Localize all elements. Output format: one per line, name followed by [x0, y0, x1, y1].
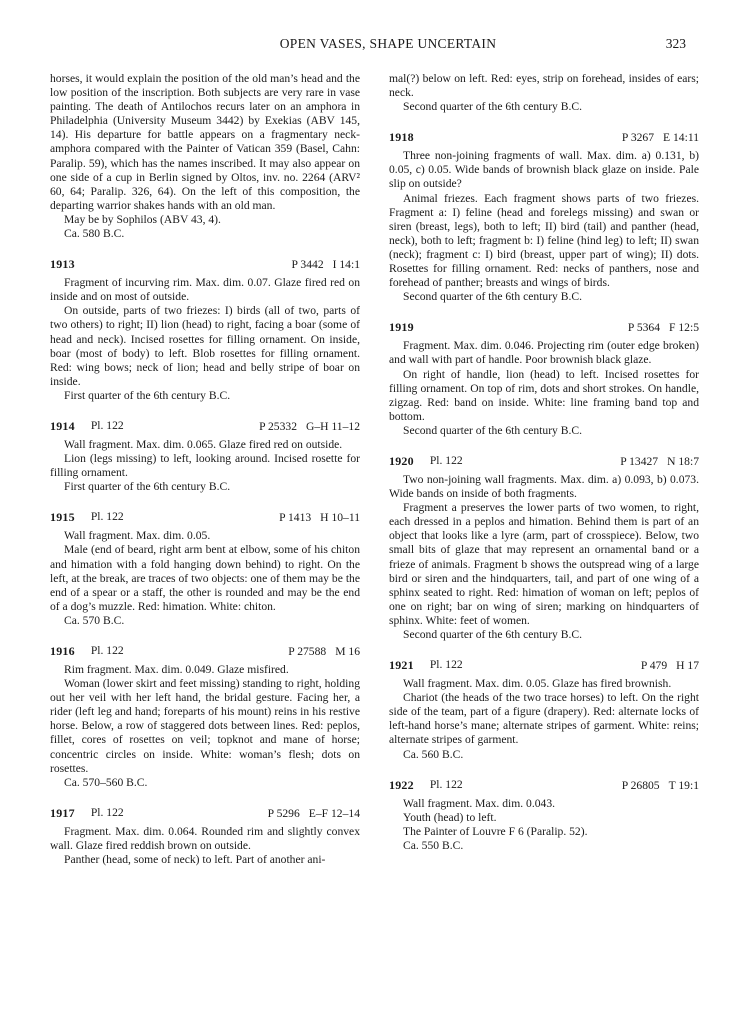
entry-number: 1917 — [50, 805, 75, 820]
decoration: Youth (head) to left. — [403, 810, 497, 824]
plate-reference: Pl. 122 — [429, 658, 463, 672]
description: Fragment. Max. dim. 0.046. Projecting rim (outer edge broken) and wall with part of handle. Poor brownish black glaze. — [389, 339, 699, 367]
catalogue-entry-1916 — [50, 644, 360, 790]
running-title: OPEN VASES, SHAPE UNCERTAIN — [279, 36, 497, 51]
grid-reference: E 14:11 — [663, 131, 699, 145]
catalogue-entry-1922 — [389, 778, 699, 853]
description: Two non-joining wall fragments. Max. dim. a) 0.093, b) 0.073. Wide bands on inside of both fragments. — [389, 472, 699, 501]
decoration: Fragment a preserves the lower parts of two women, to right, each dressed in a peplos and himation. Behind them is part of an object that looks like a lyre (arm, part of crosspiece). Below, two small bits of glaze that may represent an ornamental band or a frieze of animals. Fragment b shows the outspread wing of a large bird or siren and the hindquarters, tail, and part of one wing of a sphinx seated to right. Red: himation of woman on left; peplos of one on right; bar on wing of siren; marking on hindquarters of sphinx. White: feet of women. — [389, 501, 699, 627]
decoration: Animal friezes. Each fragment shows parts of two friezes. Fragment a: I) feline (head and forelegs missing) and swan or siren (breast, legs), both to left; II) bird (tail) and panther (head, neck), both to left; fragment b: I) feline (hind leg) to left; II) swan (neck); fragment c: I) bird (breast, upper part of wing); II) dots. Rosettes for filling ornament. Red: necks of panthers, nose and forehead of panther; breasts and wings of birds. — [389, 191, 699, 290]
attribution: The Painter of Louvre F 6 (Paralip. 52). — [403, 824, 588, 838]
entry-heading — [50, 419, 360, 434]
inventory-number: P 5296 — [267, 806, 300, 820]
entry-heading — [389, 658, 699, 673]
description: Wall fragment. Max. dim. 0.043. — [403, 796, 556, 810]
entry-heading — [389, 130, 699, 145]
carryover-paragraph: horses, it would explain the position of the old man’s head and the low position of the inscription. Both subjects are very rare in vase painting. The death of Antilochos recurs later on an amphora in Philadelphia (University Museum 3442) by Exekias (ABV 145, 14). His departure for battle appears on a fragmentary neck-amphora compared with the Painter of Vatican 359 (Basel, Cahn: Paralip. 59), which has the names inscribed. It may also appear on one side of a cup in Berlin signed by Oltos, inv. no. 2264 (ARV² 60, 64; Paralip. 326, 64). On the left of this composition, the departing warrior shakes hands with an old man. — [50, 72, 360, 212]
decoration: On right of handle, lion (head) to left. Incised rosettes for filling ornament. On top of rim, dots and short strokes. On handle, zigzag. Red: band on inside. White: line framing band top and bottom. — [389, 367, 699, 423]
plate-reference: Pl. 122 — [429, 777, 463, 791]
grid-reference: H 17 — [676, 659, 699, 673]
date: Ca. 580 B.C. — [64, 227, 125, 241]
date: First quarter of the 6th century B.C. — [64, 480, 231, 494]
inventory-number: P 3442 — [291, 258, 324, 272]
date: Second quarter of the 6th century B.C. — [403, 100, 583, 114]
catalogue-entry-1919 — [389, 320, 699, 438]
decoration: Chariot (the heads of the two trace horses) to left. On the right side of the team, part of a figure (drapery). Red: alternate locks of left-hand horse’s mane; alternate stripes of garment. White: reins; alternate stripes of garment. — [389, 691, 699, 747]
grid-reference: G–H 11–12 — [306, 419, 360, 433]
entry-number: 1921 — [389, 658, 414, 673]
entry-heading — [50, 644, 360, 659]
plate-reference: Pl. 122 — [429, 453, 463, 467]
decoration: Male (end of beard, right arm bent at elbow, some of his chiton and himation with a fold hanging down behind) to right. On the left, at the break, are traces of two objects: one of them may be the end of a spear or a staff, the other is rounded and may be the end of a dog’s muzzle. Red: himation. White: chiton. — [50, 543, 360, 613]
grid-reference: M 16 — [335, 645, 360, 658]
entry-number: 1916 — [50, 644, 75, 658]
grid-reference: I 14:1 — [332, 258, 360, 272]
decoration: On outside, parts of two friezes: I) birds (all of two, parts of two others) to right; II) lion (head) to right, facing a boar (some of head and neck). Incised rosettes for filling ornament. On inside, boar (most of body) to left. Blob rosettes for filling ornament. Red: wing bows; neck of lion; head and belly stripe of boar on inside. — [50, 304, 360, 388]
grid-reference: T 19:1 — [668, 778, 699, 792]
decoration: Panther (head, some of neck) to left. Part of another ani- — [64, 853, 326, 867]
plate-reference: Pl. 122 — [90, 644, 124, 657]
catalogue-entry-1917 — [50, 806, 360, 867]
right-column — [389, 72, 699, 853]
inventory-number: P 3267 — [621, 131, 655, 145]
grid-reference: E–F 12–14 — [308, 806, 360, 820]
entry-number: 1922 — [389, 777, 414, 792]
running-header — [48, 36, 686, 58]
date: Ca. 550 B.C. — [403, 838, 464, 852]
description: Wall fragment. Max. dim. 0.065. Glaze fired red on outside. — [64, 437, 343, 451]
date: Ca. 560 B.C. — [403, 747, 464, 761]
entry-heading — [50, 510, 360, 525]
entry-number: 1918 — [389, 130, 414, 145]
catalogue-entry-1914 — [50, 419, 360, 494]
entry-heading — [389, 320, 699, 335]
date: Second quarter of the 6th century B.C. — [403, 423, 583, 437]
description: Wall fragment. Max. dim. 0.05. Glaze has fired brownish. — [403, 677, 672, 691]
entry-number: 1914 — [50, 418, 75, 433]
entry-heading — [389, 454, 699, 469]
description: Fragment of incurving rim. Max. dim. 0.07. Glaze fired red on inside and on most of outside. — [50, 276, 360, 304]
entry-number: 1915 — [50, 510, 75, 525]
left-column — [50, 72, 360, 867]
date: First quarter of the 6th century B.C. — [64, 388, 231, 402]
catalogue-entry-1920 — [389, 454, 699, 642]
entry-heading — [50, 806, 360, 821]
inventory-number: P 26805 — [621, 778, 660, 792]
catalogue-entry-1913 — [50, 257, 360, 403]
date: Ca. 570–560 B.C. — [64, 775, 148, 789]
grid-reference: F 12:5 — [669, 321, 699, 335]
inventory-number: P 27588 — [288, 645, 327, 658]
grid-reference: N 18:7 — [667, 454, 699, 468]
entry-heading — [50, 257, 360, 272]
inventory-number: P 13427 — [620, 454, 659, 468]
date: Second quarter of the 6th century B.C. — [403, 628, 583, 641]
date: Second quarter of the 6th century B.C. — [403, 290, 583, 304]
date: Ca. 570 B.C. — [64, 613, 125, 627]
carryover-paragraph: mal(?) below on left. Red: eyes, strip on forehead, insides of ears; neck. — [389, 72, 699, 100]
plate-reference: Pl. 122 — [90, 510, 124, 524]
page-number: 323 — [665, 36, 686, 51]
entry-number: 1920 — [389, 453, 414, 468]
entry-number: 1919 — [389, 320, 414, 335]
decoration: Lion (legs missing) to left, looking around. Incised rosette for filling ornament. — [50, 452, 360, 480]
description: Fragment. Max. dim. 0.064. Rounded rim and slightly convex wall. Glaze fired reddish brown on outside. — [50, 824, 360, 852]
entry-heading — [389, 778, 699, 793]
description: Three non-joining fragments of wall. Max. dim. a) 0.131, b) 0.05, c) 0.05. Wide bands of brownish black glaze on inside. Pale slip on outside? — [389, 149, 699, 191]
entry-number: 1913 — [50, 257, 75, 272]
description: Wall fragment. Max. dim. 0.05. — [64, 529, 211, 543]
inventory-number: P 479 — [640, 659, 668, 673]
inventory-number: P 25332 — [259, 419, 297, 433]
catalogue-entry-1915 — [50, 510, 360, 628]
plate-reference: Pl. 122 — [90, 805, 124, 819]
attribution: May be by Sophilos (ABV 43, 4). — [64, 212, 221, 226]
catalogue-entry-1921 — [389, 658, 699, 762]
decoration: Woman (lower skirt and feet missing) standing to right, holding out her veil with her left hand, the bridal gesture. Facing her, a rider (left leg and hand; foreparts of his mount) reins in his restive horse. Below, a row of staggered dots between lines. Red: peplos, fillet, cores of rosettes on veil; topknot and mane of horse; concentric circles on inside. White: woman’s flesh; dots on rosettes. — [50, 677, 360, 775]
description: Rim fragment. Max. dim. 0.049. Glaze misfired. — [64, 663, 289, 676]
inventory-number: P 1413 — [279, 511, 312, 525]
inventory-number: P 5364 — [627, 321, 661, 335]
catalogue-entry-1918 — [389, 130, 699, 304]
grid-reference: H 10–11 — [320, 511, 360, 525]
plate-reference: Pl. 122 — [90, 418, 124, 432]
